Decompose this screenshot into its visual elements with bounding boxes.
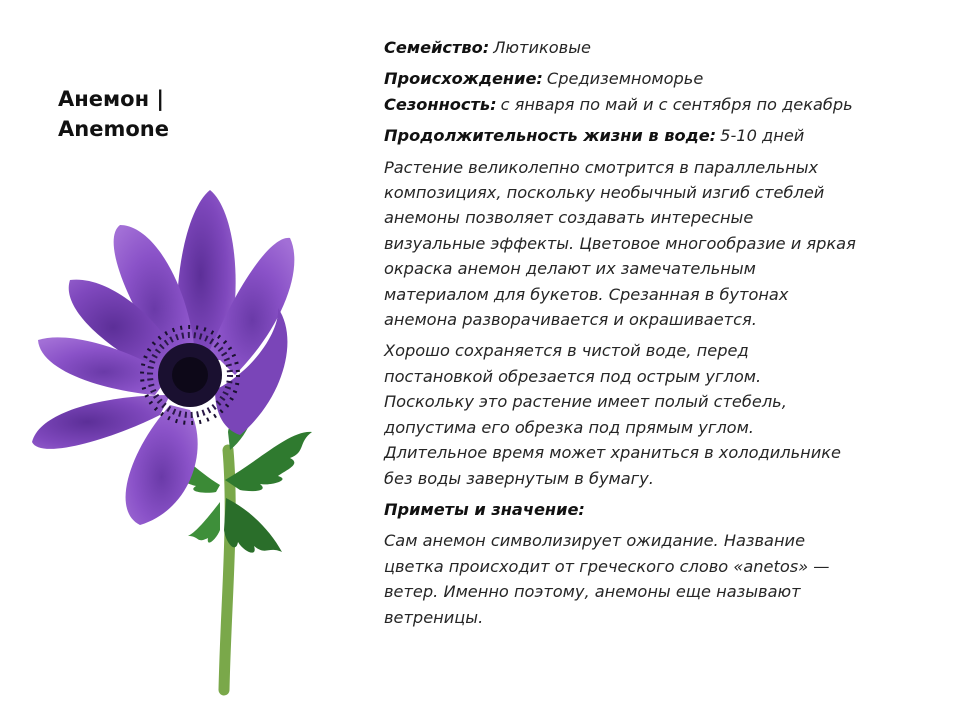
text-line: визуальные эффекты. Цветовое многообразие и яркая — [384, 233, 856, 253]
fact-season — [384, 92, 924, 117]
fact-value: Средиземноморье — [546, 69, 704, 89]
text-line: Хорошо сохраняется в чистой воде, перед — [384, 341, 749, 361]
anemone-flower-illustration — [20, 180, 340, 700]
text-line: окраска анемон делают их замечательным — [384, 259, 756, 279]
text-line: ветер. Именно поэтому, анемоны еще называют — [384, 582, 801, 602]
text-line: допустима его обрезка под прямым углом. — [384, 417, 754, 437]
fact-label: Семейство: — [384, 38, 490, 57]
paragraph-care — [384, 338, 924, 490]
fact-label: Происхождение: — [384, 69, 543, 89]
fact-label: Продолжительность жизни в воде: — [384, 126, 717, 146]
text-line: Длительное время может храниться в холодильнике — [384, 443, 841, 463]
omens-heading — [384, 497, 924, 522]
text-line: без воды завернутым в бумагу. — [384, 468, 654, 488]
fact-label: Сезонность: — [384, 94, 497, 114]
text-line: Растение великолепно смотрится в параллельных — [384, 157, 819, 177]
fact-origin — [384, 66, 924, 91]
fact-lifespan — [384, 123, 924, 148]
text-line: постановкой обрезается под острым углом. — [384, 366, 762, 386]
text-line: анемоны позволяет создавать интересные — [384, 208, 754, 228]
title-latin: Anemone — [58, 117, 169, 141]
fact-family — [384, 35, 924, 60]
description-block — [384, 35, 924, 630]
paragraph-usage — [384, 155, 924, 333]
text-line: Поскольку это растение имеет полый стебель, — [384, 392, 787, 412]
fact-value: Лютиковые — [493, 38, 591, 57]
text-line: цветка происходит от греческого слово «anetos» — — [384, 556, 830, 576]
page-title — [58, 84, 318, 144]
text-line: анемона разворачивается и окрашивается. — [384, 310, 757, 330]
fact-value: с января по май и с сентября по декабрь — [500, 94, 853, 114]
fact-value: 5-10 дней — [720, 126, 805, 146]
text-line: ветреницы. — [384, 607, 484, 627]
text-line: материалом для букетов. Срезанная в бутонах — [384, 284, 789, 304]
stem — [224, 450, 230, 690]
text-line: композициях, поскольку необычный изгиб стеблей — [384, 183, 825, 203]
section-heading: Приметы и значение: — [384, 499, 585, 519]
paragraph-meaning — [384, 528, 924, 630]
title-russian: Анемон | — [58, 87, 165, 111]
text-line: Сам анемон символизирует ожидание. Название — [384, 531, 806, 551]
